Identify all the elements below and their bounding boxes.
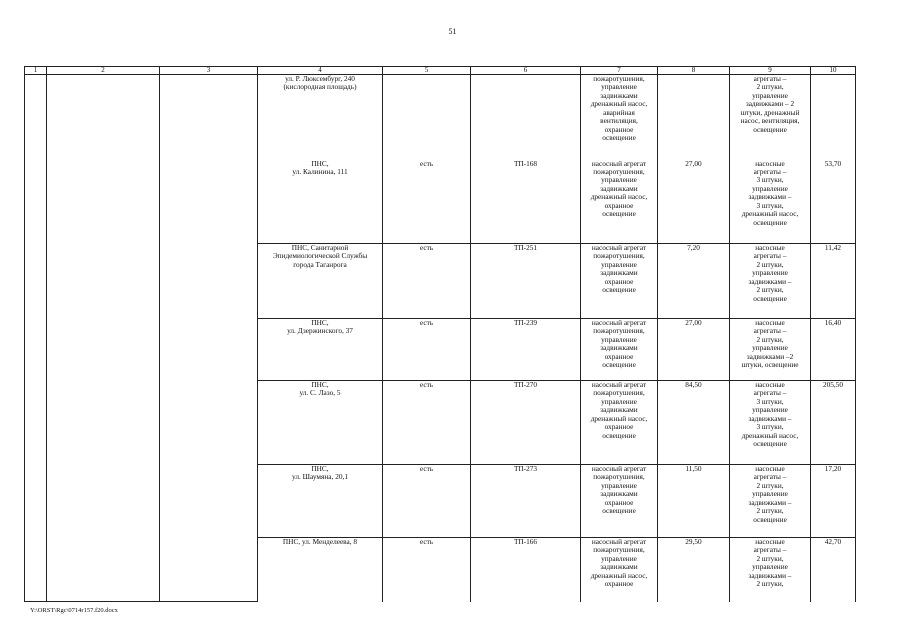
power-cell: 29,50 (658, 538, 730, 602)
value-cell: 11,42 (811, 244, 856, 319)
col-num-6: 6 (471, 67, 581, 75)
units-cell: насосные агрегаты – 2 штуки, управление задвижками – 2 штуки, освещение (730, 465, 811, 538)
power-cell: 84,50 (658, 381, 730, 465)
col-num-8: 8 (658, 67, 730, 75)
availability-cell: есть (383, 244, 471, 319)
address-cell: ПНС, ул. Дзержинского, 37 (258, 319, 383, 381)
substation-cell: ТП-168 (471, 160, 581, 244)
substation-cell: ТП-166 (471, 538, 581, 602)
address-cell: ул. Р. Люксембург, 240 (кислородная площадь) (258, 75, 383, 160)
value-cell (811, 75, 856, 160)
equipment-cell: насосный агрегат пожаротушения, управление задвижками охранное освещение (581, 244, 658, 319)
equipment-cell: насосный агрегат пожаротушения, управление задвижками дренажный насос, охранное (581, 538, 658, 602)
col-num-5: 5 (383, 67, 471, 75)
power-cell: 11,50 (658, 465, 730, 538)
units-cell: агрегаты – 2 штуки, управление задвижками – 2 штуки, дренажный насос, вентиляция, освещение (730, 75, 811, 160)
col-num-2: 2 (47, 67, 160, 75)
substation-cell: ТП-273 (471, 465, 581, 538)
availability-cell: есть (383, 319, 471, 381)
units-cell: насосные агрегаты – 3 штуки, управление задвижками – 3 штуки, дренажный насос, освещение (730, 160, 811, 244)
equipment-cell: насосный агрегат пожаротушения, управление задвижками дренажный насос, охранное освещение (581, 160, 658, 244)
page-number: 51 (448, 27, 457, 36)
availability-cell (383, 75, 471, 160)
availability-cell: есть (383, 160, 471, 244)
value-cell: 16,40 (811, 319, 856, 381)
address-cell: ПНС, ул. Шаумяна, 20,1 (258, 465, 383, 538)
units-cell: насосные агрегаты – 2 штуки, управление задвижками – 2 штуки, (730, 538, 811, 602)
cell-col1 (25, 75, 47, 602)
address-cell: ПНС, Санитарной Эпидемиологической Службы города Таганрога (258, 244, 383, 319)
address-cell: ПНС, ул. Калинина, 111 (258, 160, 383, 244)
column-number-row (25, 67, 856, 75)
table-row (25, 75, 856, 160)
col-num-3: 3 (160, 67, 258, 75)
units-cell: насосные агрегаты – 3 штуки, управление задвижками – 3 штуки, дренажный насос, освещение (730, 381, 811, 465)
equipment-cell: пожаротушения, управление задвижками дренажный насос, аварийная вентиляция, охранное освещение (581, 75, 658, 160)
document-table (24, 66, 856, 602)
substation-cell (471, 75, 581, 160)
equipment-cell: насосный агрегат пожаротушения, управление задвижками охранное освещение (581, 319, 658, 381)
col-num-7: 7 (581, 67, 658, 75)
availability-cell: есть (383, 538, 471, 602)
equipment-cell: насосный агрегат пожаротушения, управление задвижками охранное освещение (581, 465, 658, 538)
col-num-4: 4 (258, 67, 383, 75)
power-cell: 7,20 (658, 244, 730, 319)
substation-cell: ТП-239 (471, 319, 581, 381)
cell-col2 (47, 75, 160, 602)
footer-file-path: Y:\ORST\Rgc\0714r157.f20.docx (30, 607, 118, 614)
address-cell: ПНС, ул. С. Лазо, 5 (258, 381, 383, 465)
value-cell: 42,70 (811, 538, 856, 602)
availability-cell: есть (383, 381, 471, 465)
col-num-9: 9 (730, 67, 811, 75)
address-cell: ПНС, ул. Менделеева, 8 (258, 538, 383, 602)
col-num-10: 10 (811, 67, 856, 75)
power-cell (658, 75, 730, 160)
col-num-1: 1 (25, 67, 47, 75)
value-cell: 17,20 (811, 465, 856, 538)
power-cell: 27,00 (658, 160, 730, 244)
substation-cell: ТП-270 (471, 381, 581, 465)
units-cell: насосные агрегаты – 2 штуки, управление задвижками –2 штуки, освещение (730, 319, 811, 381)
cell-col3 (160, 75, 258, 602)
availability-cell: есть (383, 465, 471, 538)
substation-cell: ТП-251 (471, 244, 581, 319)
units-cell: насосные агрегаты – 2 штуки, управление задвижками – 2 штуки, освещение (730, 244, 811, 319)
equipment-cell: насосный агрегат пожаротушения, управление задвижками дренажный насос, охранное освещение (581, 381, 658, 465)
power-cell: 27,00 (658, 319, 730, 381)
value-cell: 53,70 (811, 160, 856, 244)
value-cell: 205,50 (811, 381, 856, 465)
